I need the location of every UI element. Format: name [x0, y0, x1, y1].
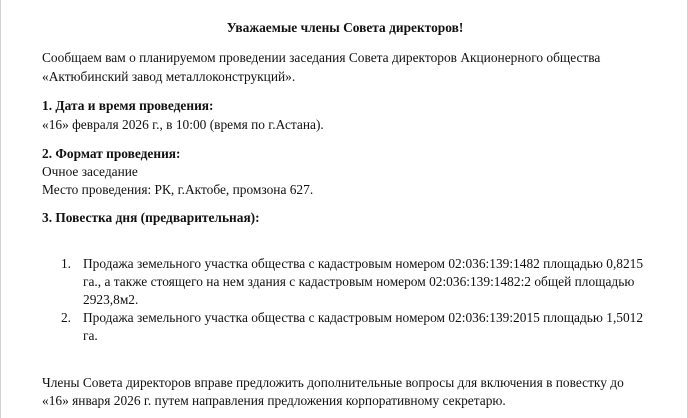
section-2-heading: 2. Формат проведения:: [42, 146, 181, 161]
section-2-line-1: Очное заседание: [42, 164, 138, 179]
document-title: Уважаемые члены Совета директоров!: [226, 20, 464, 35]
agenda-item-line: 2923,8м2.: [83, 292, 139, 307]
agenda-item-line: Продажа земельного участка общества с кадастровым номером 02:036:139:2015 площадью 1,5012: [83, 310, 644, 325]
closing-line-2: «16» января 2026 г. путем направления предложения корпоративному секретарю.: [42, 393, 506, 408]
agenda-item-line: Продажа земельного участка общества с кадастровым номером 02:036:139:1482 площадью 0,8215: [83, 256, 644, 271]
section-2-line-2: Место проведения: РК, г.Актобе, промзона 627.: [42, 182, 314, 197]
agenda-item-number: 2.: [60, 310, 71, 325]
section-1-text: «16» февраля 2026 г., в 10:00 (время по г.Астана).: [42, 117, 324, 132]
section-3-heading: 3. Повестка дня (предварительная):: [42, 210, 260, 225]
closing-line-1: Члены Совета директоров вправе предложить дополнительные вопросы для включения в повестку до: [42, 375, 624, 390]
agenda-item-line: га., а также стоящего на нем здания с кадастровым номером 02:036:139:1482:2 общей площадью: [83, 274, 635, 289]
agenda-item-number: 1.: [60, 256, 71, 271]
agenda-item-line: га.: [83, 328, 98, 343]
section-1-heading: 1. Дата и время проведения:: [42, 98, 214, 113]
intro-line-1: Сообщаем вам о планируемом проведении заседания Совета директоров Акционерного общества: [42, 50, 601, 65]
intro-line-2: «Актюбинский завод металлоконструкций».: [42, 69, 296, 84]
